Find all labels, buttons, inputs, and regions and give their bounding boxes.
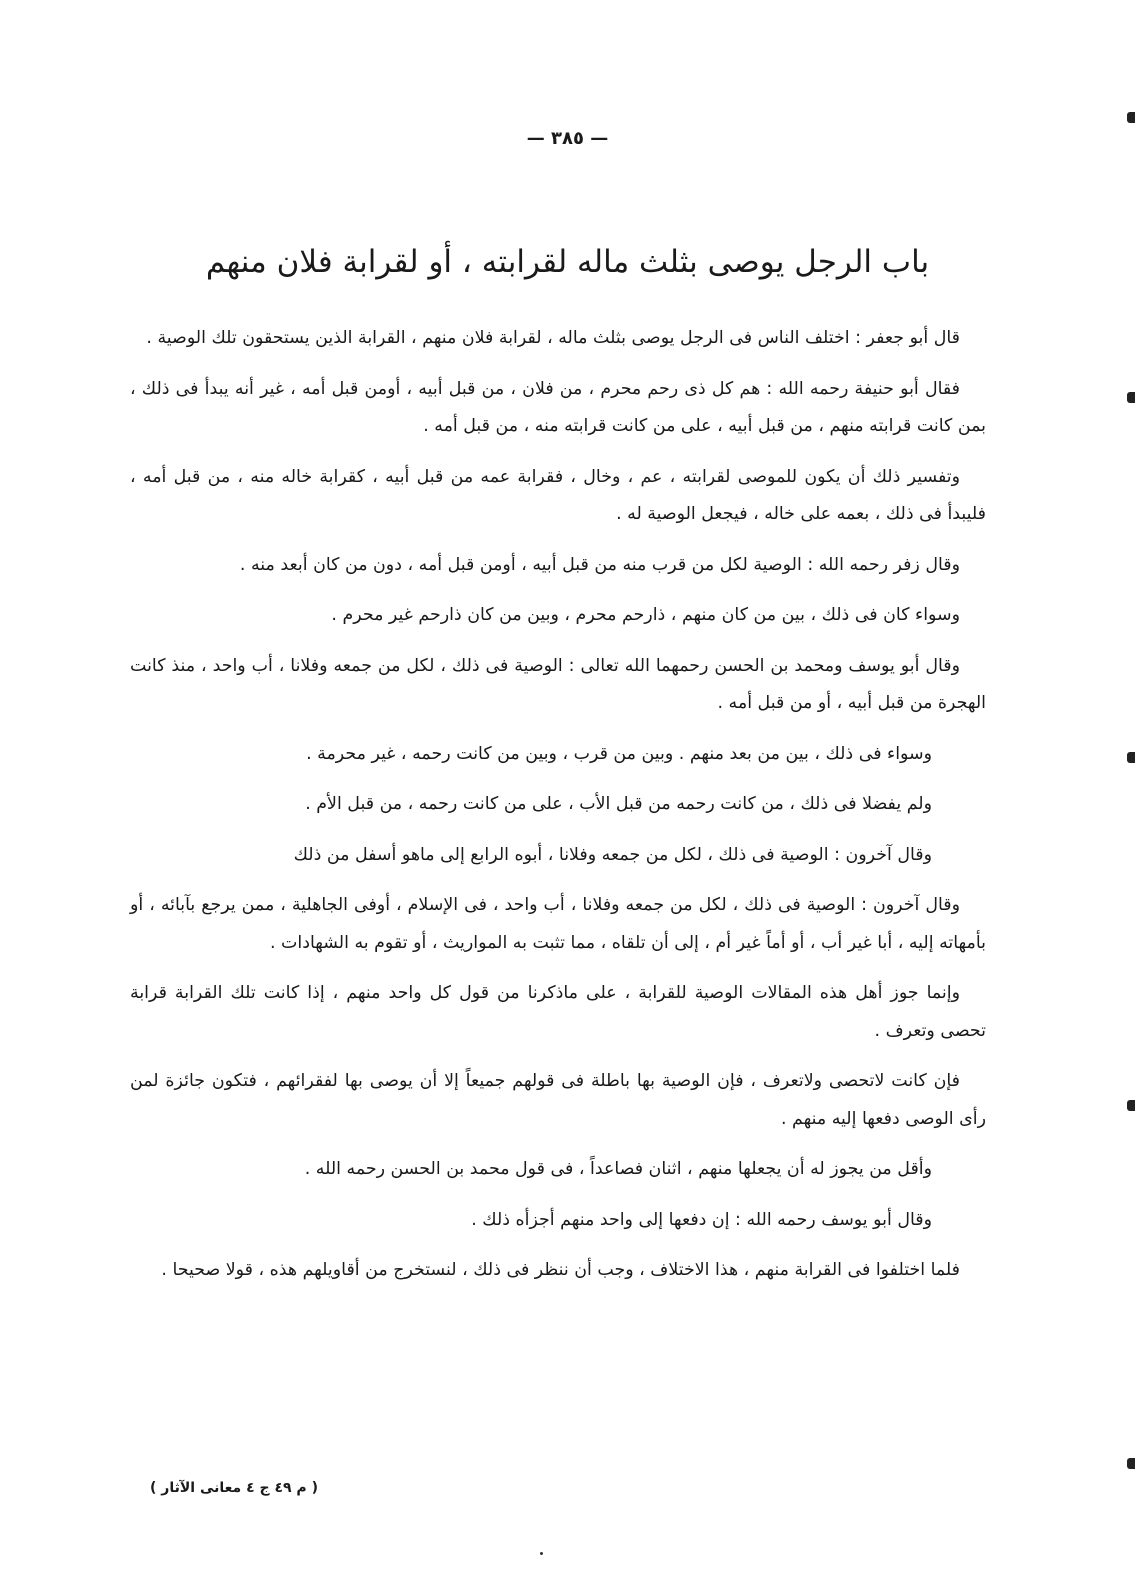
paragraph: وقال زفر رحمه الله : الوصية لكل من قرب منه من قبل أبيه ، أومن قبل أمه ، دون من كان أبعد منه .: [239, 554, 960, 575]
scan-edge-mark: [1127, 1458, 1135, 1469]
paragraph: وإنما جوز أهل هذه المقالات الوصية للقرابة ، على ماذكرنا من قول كل واحد منهم ، إذا كانت تلك القرابة قرابة تحصى وتعرف .: [130, 983, 986, 1041]
paragraph: وقال أبو يوسف رحمه الله : إن دفعها إلى واحد منهم أجزأه ذلك .: [471, 1209, 932, 1230]
scan-edge-mark: [1127, 112, 1135, 123]
paragraph: فلما اختلفوا فى القرابة منهم ، هذا الاختلاف ، وجب أن ننظر فى ذلك ، لنستخرج من أقاويلهم هذه ، قولا صحيحا .: [161, 1260, 960, 1280]
paragraph: وسواء فى ذلك ، بين من بعد منهم . وبين من قرب ، وبين من كانت رحمه ، غير محرمة .: [306, 743, 932, 764]
paragraph: فإن كانت لاتحصى ولاتعرف ، فإن الوصية بها باطلة فى قولهم جميعاً إلا أن يوصى بها لفقرائهم ، فتكون جائزة لمن رأى الوصى دفعها إليه منهم .: [130, 1071, 986, 1129]
paragraph: فقال أبو حنيفة رحمه الله : هم كل ذى رحم محرم ، من فلان ، من قبل أبيه ، أومن قبل أمه ، غير أنه يبدأ فى ذلك ، بمن كانت قرابته منهم ، من قبل أبيه ، على من كانت قرابته منه ، من قبل أمه .: [130, 378, 986, 436]
page-number: — ٣٨٥ —: [526, 128, 609, 149]
paragraph: وتفسير ذلك أن يكون للموصى لقرابته ، عم ، وخال ، فقرابة عمه من قبل أبيه ، كقرابة خاله منه ، من قبل أمه ، فليبدأ فى ذلك ، بعمه على خاله ، فيجعل الوصية له .: [130, 466, 986, 524]
scan-edge-mark: [1127, 1100, 1135, 1111]
scan-edge-mark: [1127, 752, 1135, 763]
scan-dot: [540, 1552, 543, 1555]
paragraph: قال أبو جعفر : اختلف الناس فى الرجل يوصى بثلث ماله ، لقرابة فلان منهم ، القرابة الذين يستحقون تلك الوصية .: [146, 328, 960, 348]
footer-signature: ( م ٤٩ ج ٤ معانى الآثار ): [150, 1480, 318, 1496]
chapter-title: باب الرجل يوصى بثلث ماله لقرابته ، أو لقرابة فلان منهم: [205, 244, 930, 280]
scan-edge-mark: [1127, 392, 1135, 403]
paragraph: وقال آخرون : الوصية فى ذلك ، لكل من جمعه وفلانا ، أب واحد ، فى الإسلام ، أوفى الجاهلية ، ممن يرجع بآبائه ، أو بأمهاته إليه ، أبا غير أب ، أو أماً غير أم ، إلى أن تلقاه ، مما تثبت به المواريث ، أو تقوم به الشهادات .: [130, 895, 986, 953]
paragraph: ولم يفضلا فى ذلك ، من كانت رحمه من قبل الأب ، على من كانت رحمه ، من قبل الأم .: [305, 794, 932, 814]
paragraph: وقال آخرون : الوصية فى ذلك ، لكل من جمعه وفلانا ، أبوه الرابع إلى ماهو أسفل من ذلك: [293, 844, 932, 865]
paragraph: وأقل من يجوز له أن يجعلها منهم ، اثنان فصاعداً ، فى قول محمد بن الحسن رحمه الله .: [304, 1159, 932, 1179]
paragraph: وقال أبو يوسف ومحمد بن الحسن رحمهما الله تعالى : الوصية فى ذلك ، لكل من جمعه وفلانا ، أب واحد ، منذ كانت الهجرة من قبل أبيه ، أو من قبل أمه .: [130, 655, 986, 713]
paragraph: وسواء كان فى ذلك ، بين من كان منهم ، ذارحم محرم ، وبين من كان ذارحم غير محرم .: [331, 605, 960, 625]
body-text: [130, 320, 986, 1303]
